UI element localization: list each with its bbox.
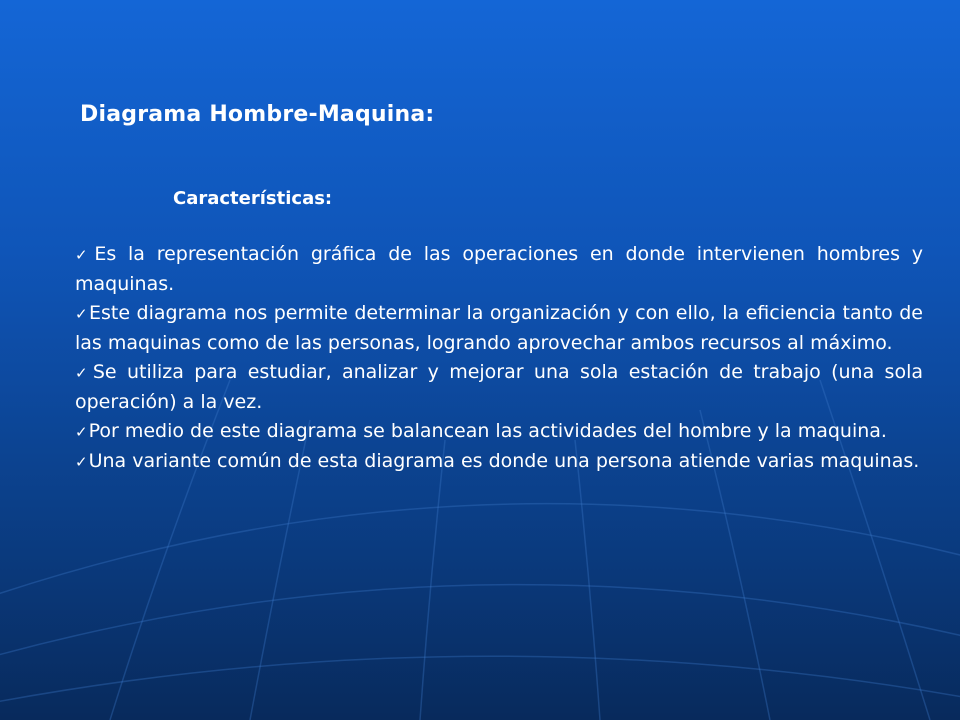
bullet-text: Se utiliza para estudiar, analizar y mejorar una sola estación de trabajo (una sola operación) a la vez. [75, 361, 924, 413]
check-icon: ✓ [75, 246, 94, 264]
bullet-item [75, 240, 923, 299]
bullet-text: Por medio de este diagrama se balancean las actividades del hombre y la maquina. [88, 420, 887, 442]
bullet-text: Es la representación gráfica de las operaciones en donde intervienen hombres y maquinas. [75, 243, 924, 295]
bullet-text: Una variante común de esta diagrama es donde una persona atiende varias maquinas. [88, 450, 920, 472]
bullet-item [75, 447, 923, 477]
check-icon: ✓ [75, 305, 89, 323]
check-icon: ✓ [75, 453, 88, 471]
bullet-item [75, 299, 923, 358]
slide-title: Diagrama Hombre-Maquina: [80, 102, 435, 127]
check-icon: ✓ [75, 423, 88, 441]
bullet-item [75, 358, 923, 417]
bullet-item [75, 417, 923, 447]
bullet-list [75, 240, 923, 477]
check-icon: ✓ [75, 364, 92, 382]
bullet-text: Este diagrama nos permite determinar la organización y con ello, la eficiencia tanto de las maquinas como de las personas, logrando aprovechar ambos recursos al máximo. [75, 302, 923, 354]
slide-subtitle: Características: [173, 188, 333, 209]
